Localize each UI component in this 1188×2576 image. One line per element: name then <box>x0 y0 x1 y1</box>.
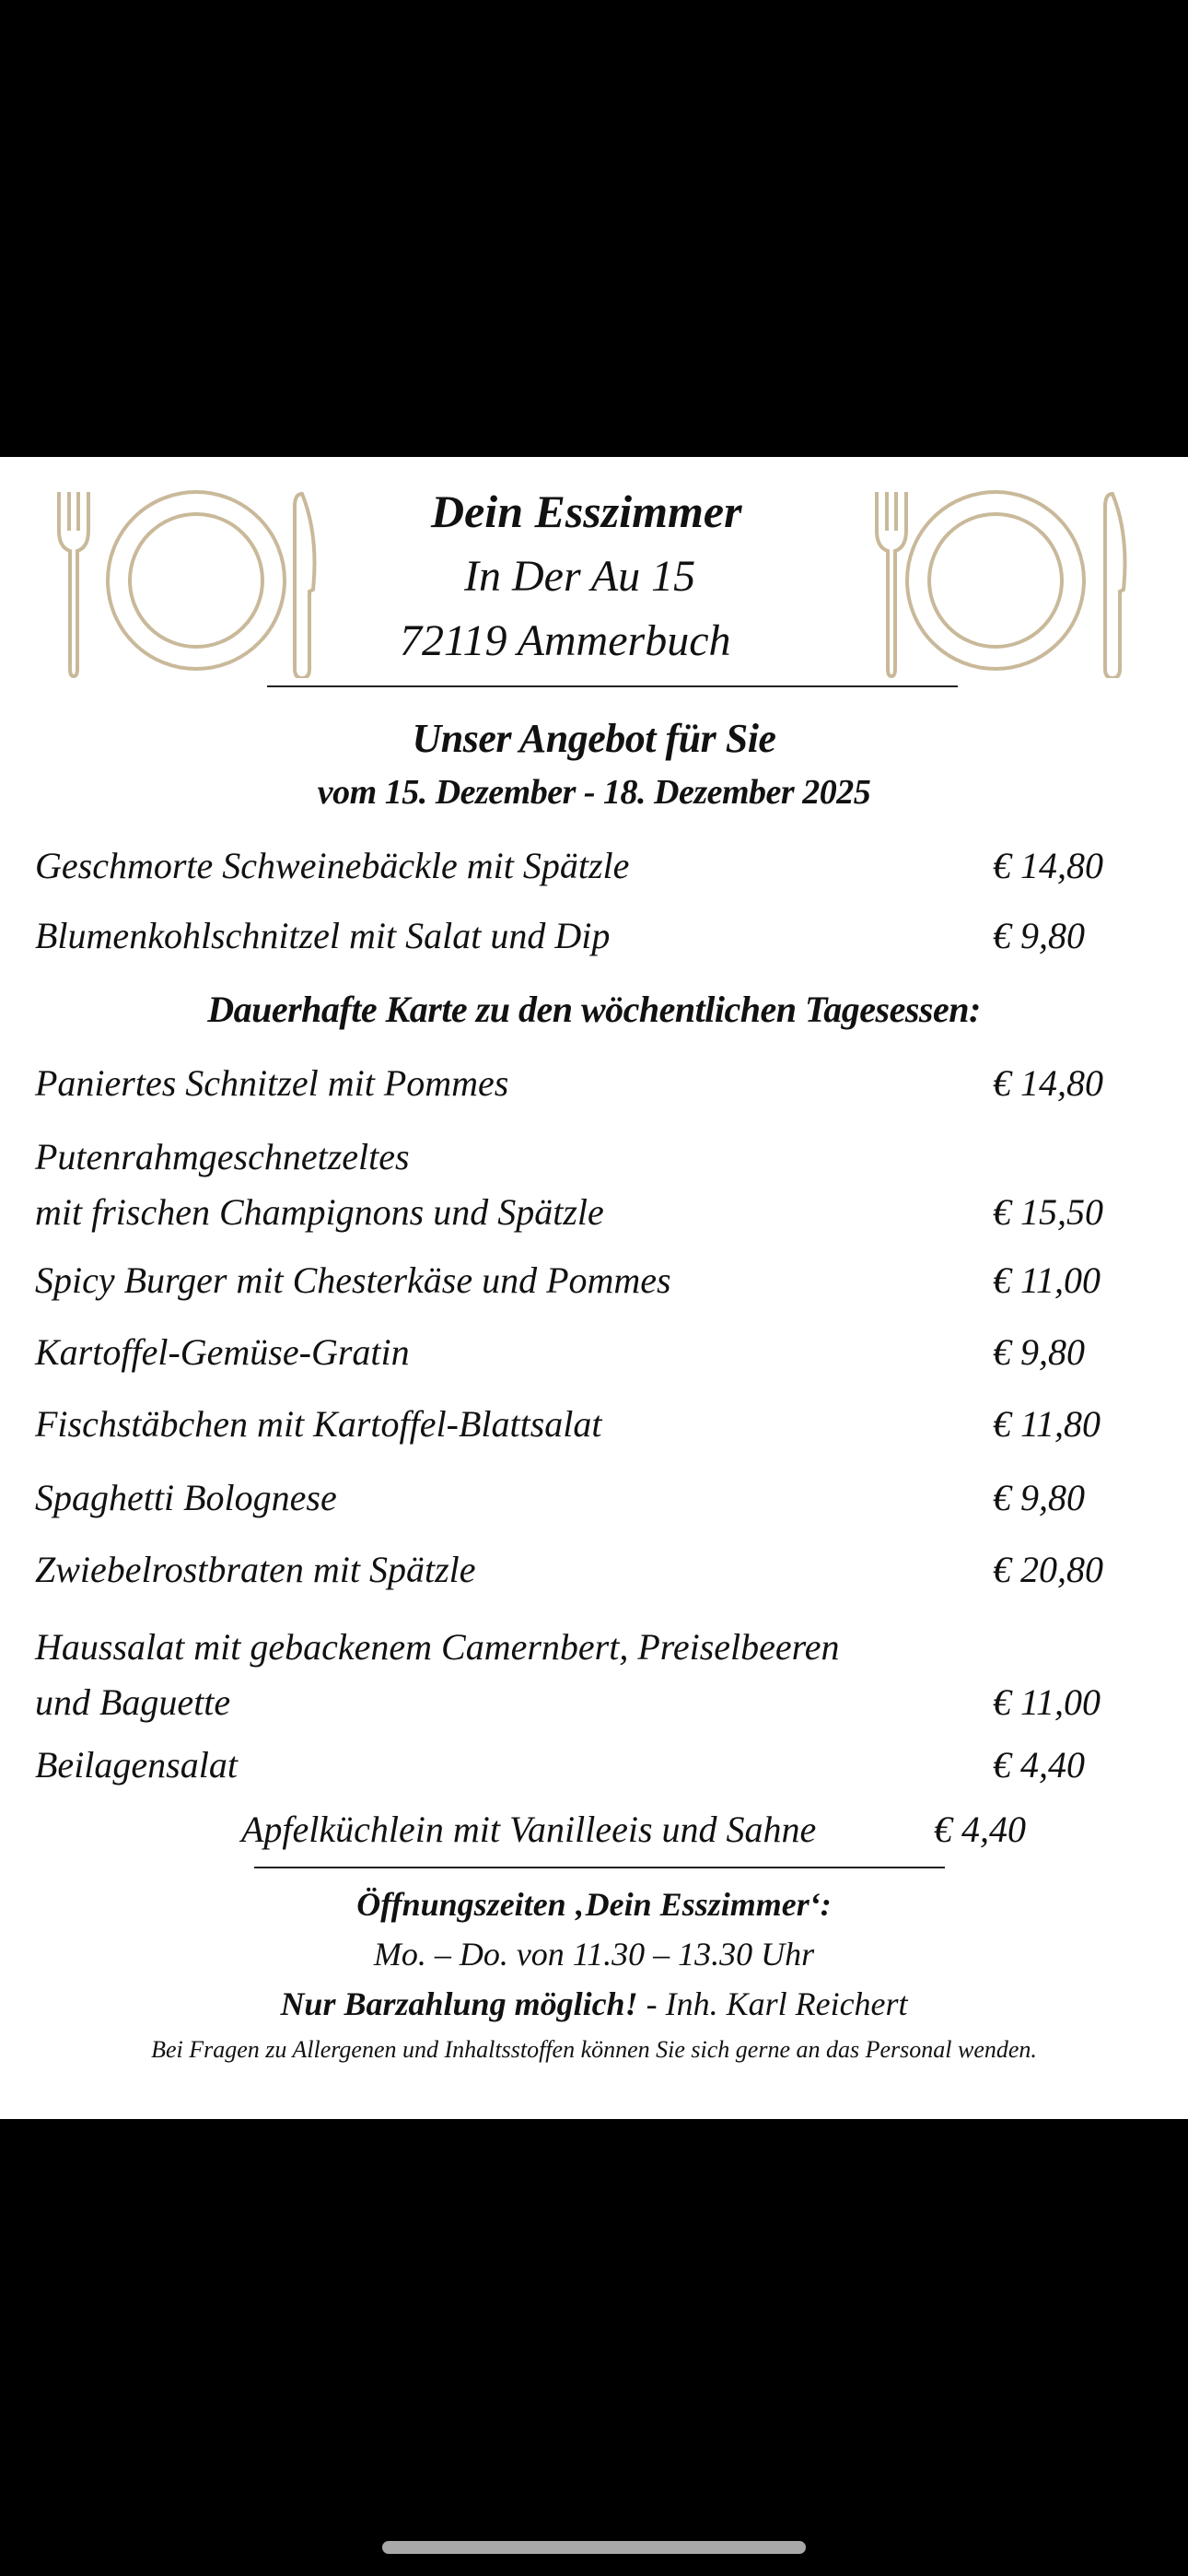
menu-item-price: € 14,80 <box>993 1062 1103 1104</box>
menu-item-name: Zwiebelrostbraten mit Spätzle <box>35 1549 476 1590</box>
menu-item-name: Spaghetti Bolognese <box>35 1477 337 1518</box>
dessert-divider <box>254 1867 945 1868</box>
menu-item-name: Kartoffel-Gemüse-Gratin <box>35 1331 410 1373</box>
opening-hours: Mo. – Do. von 11.30 – 13.30 Uhr <box>373 1936 815 1973</box>
menu-item-name: Beilagensalat <box>35 1744 238 1786</box>
offer-heading: Unser Angebot für Sie <box>412 716 776 761</box>
menu-item-name: Putenrahmgeschnetzeltes <box>35 1136 410 1177</box>
restaurant-name: Dein Esszimmer <box>431 486 742 537</box>
payment-owner-line <box>0 1985 1188 2023</box>
home-indicator[interactable] <box>382 2541 806 2554</box>
permanent-heading: Dauerhafte Karte zu den wöchentlichen Tagesessen: <box>207 989 981 1030</box>
menu-item-price: € 11,00 <box>993 1259 1101 1301</box>
menu-item-price: € 14,80 <box>993 845 1103 886</box>
menu-item-name: Blumenkohlschnitzel mit Salat und Dip <box>35 915 611 956</box>
dessert-name: Apfelküchlein mit Vanilleeis und Sahne <box>241 1809 817 1850</box>
cash-only-notice: Nur Barzahlung möglich! <box>280 1985 638 2022</box>
owner-name: - Inh. Karl Reichert <box>637 1985 908 2022</box>
menu-item-price: € 9,80 <box>993 915 1085 956</box>
hours-heading: Öffnungszeiten ‚Dein Esszimmer‘: <box>356 1886 832 1923</box>
allergen-note: Bei Fragen zu Allergenen und Inhaltsstoffen können Sie sich gerne an das Personal wenden. <box>151 2036 1037 2063</box>
menu-item-name: Haussalat mit gebackenem Camernbert, Preiselbeeren <box>35 1626 840 1668</box>
menu-item-name: Spicy Burger mit Chesterkäse und Pommes <box>35 1259 671 1301</box>
menu-item-price: € 11,80 <box>993 1403 1101 1445</box>
menu-item-price: € 15,50 <box>993 1191 1103 1233</box>
place-setting-icon-left <box>52 488 319 678</box>
restaurant-city: 72119 Ammerbuch <box>400 616 731 665</box>
menu-item-name: Paniertes Schnitzel mit Pommes <box>35 1062 509 1104</box>
menu-item-name-line2: mit frischen Champignons und Spätzle <box>35 1191 604 1233</box>
offer-period: vom 15. Dezember - 18. Dezember 2025 <box>317 773 871 812</box>
restaurant-street: In Der Au 15 <box>464 552 696 601</box>
header-divider <box>267 685 958 687</box>
menu-item-price: € 4,40 <box>993 1744 1085 1786</box>
menu-item-name-line2: und Baguette <box>35 1681 231 1723</box>
menu-item-price: € 9,80 <box>993 1477 1085 1518</box>
place-setting-icon-right <box>869 488 1136 678</box>
menu-item-price: € 11,00 <box>993 1681 1101 1723</box>
menu-item-price: € 9,80 <box>993 1331 1085 1373</box>
menu-card <box>0 457 1188 2119</box>
menu-item-name: Fischstäbchen mit Kartoffel-Blattsalat <box>35 1403 602 1445</box>
menu-item-price: € 20,80 <box>993 1549 1103 1590</box>
dessert-price: € 4,40 <box>934 1809 1026 1850</box>
menu-item-name: Geschmorte Schweinebäckle mit Spätzle <box>35 845 630 886</box>
